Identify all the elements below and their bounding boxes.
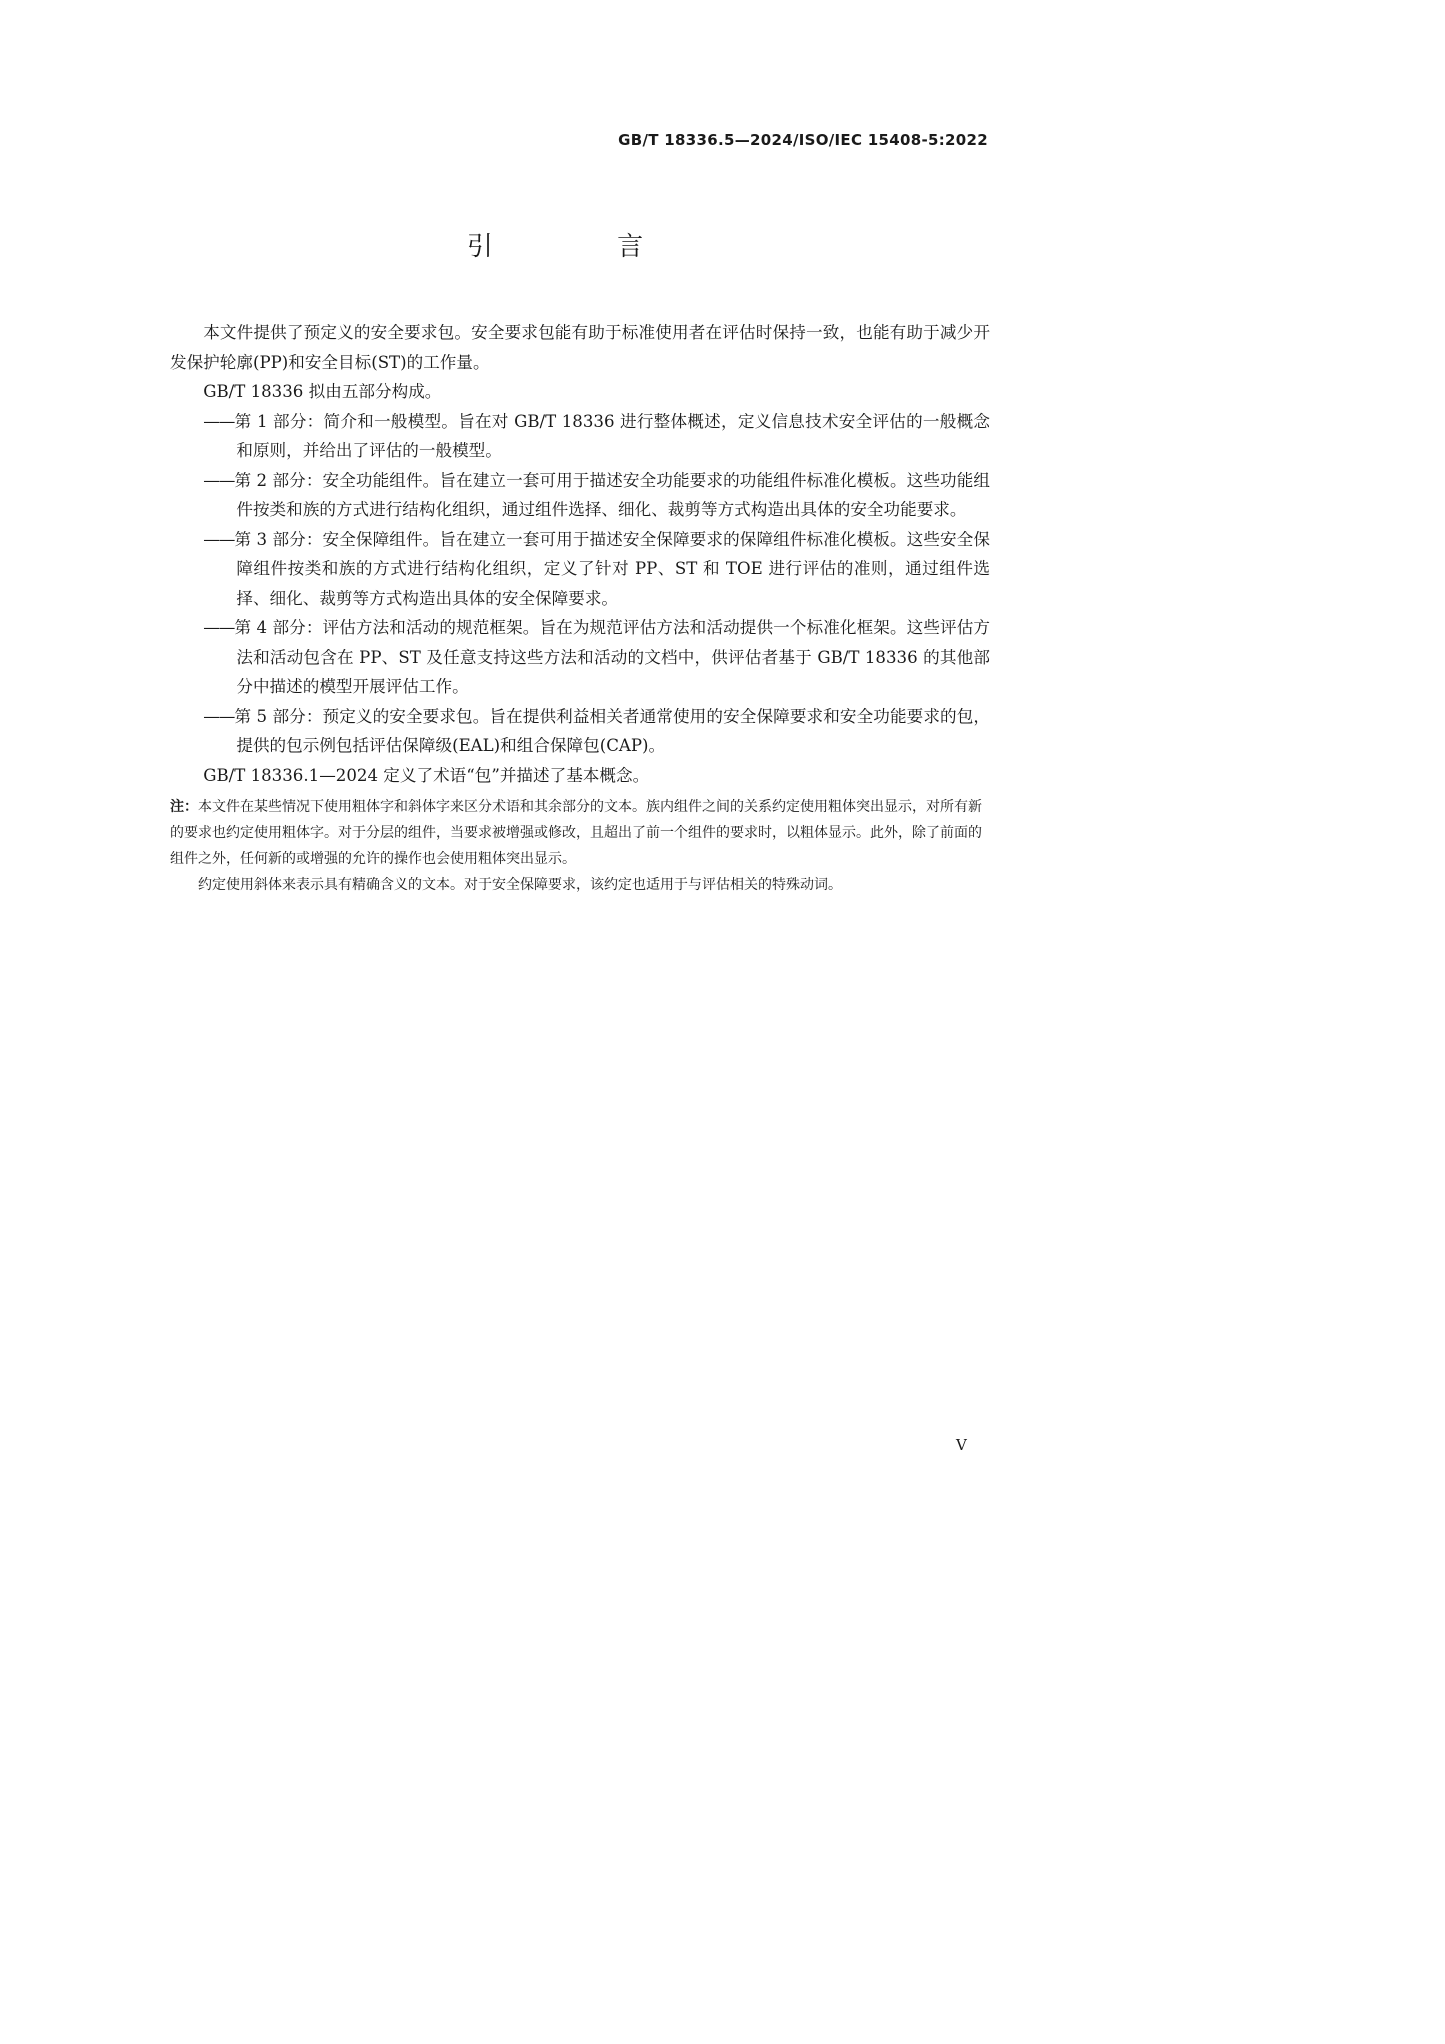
page-number: V (956, 1436, 967, 1454)
part-item-2 (170, 466, 990, 525)
note-text: 本文件在某些情况下使用粗体字和斜体字来区分术语和其余部分的文本。族内组件之间的关系约定使用粗体突出显示，对所有新的要求也约定使用粗体字。对于分层的组件，当要求被增强或修改，且超出了前一个组件的要求时，以粗体显示。此外，除了前面的组件之外，任何新的或增强的允许的操作也会使用粗体突出显示。 (170, 799, 982, 867)
list-dash: —— (203, 529, 235, 549)
part-item-4 (170, 613, 990, 702)
part-item-5 (170, 702, 990, 761)
part-item-3 (170, 525, 990, 614)
note-line: 约定使用斜体来表示具有精确含义的文本。对于安全保障要求，该约定也适用于与评估相关的特殊动词。 (198, 877, 842, 893)
list-dash: —— (203, 706, 235, 726)
part-item-text: 第 4 部分：评估方法和活动的规范框架。旨在为规范评估方法和活动提供一个标准化框架。这些评估方法和活动包含在 PP、ST 及任意支持这些方法和活动的文档中，供评估者基于 GB/T 18336 的其他部分中描述的模型开展评估工作。 (234, 618, 990, 696)
list-dash: —— (203, 411, 235, 431)
closing-paragraph: GB/T 18336.1—2024 定义了术语“包”并描述了基本概念。 (203, 765, 650, 785)
document-code: GB/T 18336.5—2024/ISO/IEC 15408-5:2022 (618, 131, 988, 149)
page-title: 引 言 (466, 232, 702, 262)
introduction-body (170, 318, 990, 898)
parts-overview: GB/T 18336 拟由五部分构成。 (203, 382, 442, 401)
part-item-text: 第 2 部分：安全功能组件。旨在建立一套可用于描述安全功能要求的功能组件标准化模板。这些功能组件按类和族的方式进行结构化组织，通过组件选择、细化、裁剪等方式构造出具体的安全功能要求。 (234, 470, 990, 519)
part-item-1 (170, 407, 990, 466)
intro-paragraph: 本文件提供了预定义的安全要求包。安全要求包能有助于标准使用者在评估时保持一致，也能有助于减少开发保护轮廓(PP)和安全目标(ST)的工作量。 (170, 323, 990, 372)
note-line (170, 794, 990, 872)
note-label: 注： (170, 799, 198, 815)
note-block (170, 794, 990, 898)
part-item-text: 第 1 部分：简介和一般模型。旨在对 GB/T 18336 进行整体概述，定义信息技术安全评估的一般概念和原则，并给出了评估的一般模型。 (234, 411, 990, 460)
list-dash: —— (203, 618, 235, 637)
part-item-text: 第 5 部分：预定义的安全要求包。旨在提供利益相关者通常使用的安全保障要求和安全功能要求的包，提供的包示例包括评估保障级(EAL)和组合保障包(CAP)。 (234, 706, 990, 755)
list-dash: —— (203, 470, 235, 490)
part-item-text: 第 3 部分：安全保障组件。旨在建立一套可用于描述安全保障要求的保障组件标准化模板。这些安全保障组件按类和族的方式进行结构化组织，定义了针对 PP、ST 和 TOE 进行评估的准则，通过组件选择、细化、裁剪等方式构造出具体的安全保障要求。 (234, 529, 990, 608)
